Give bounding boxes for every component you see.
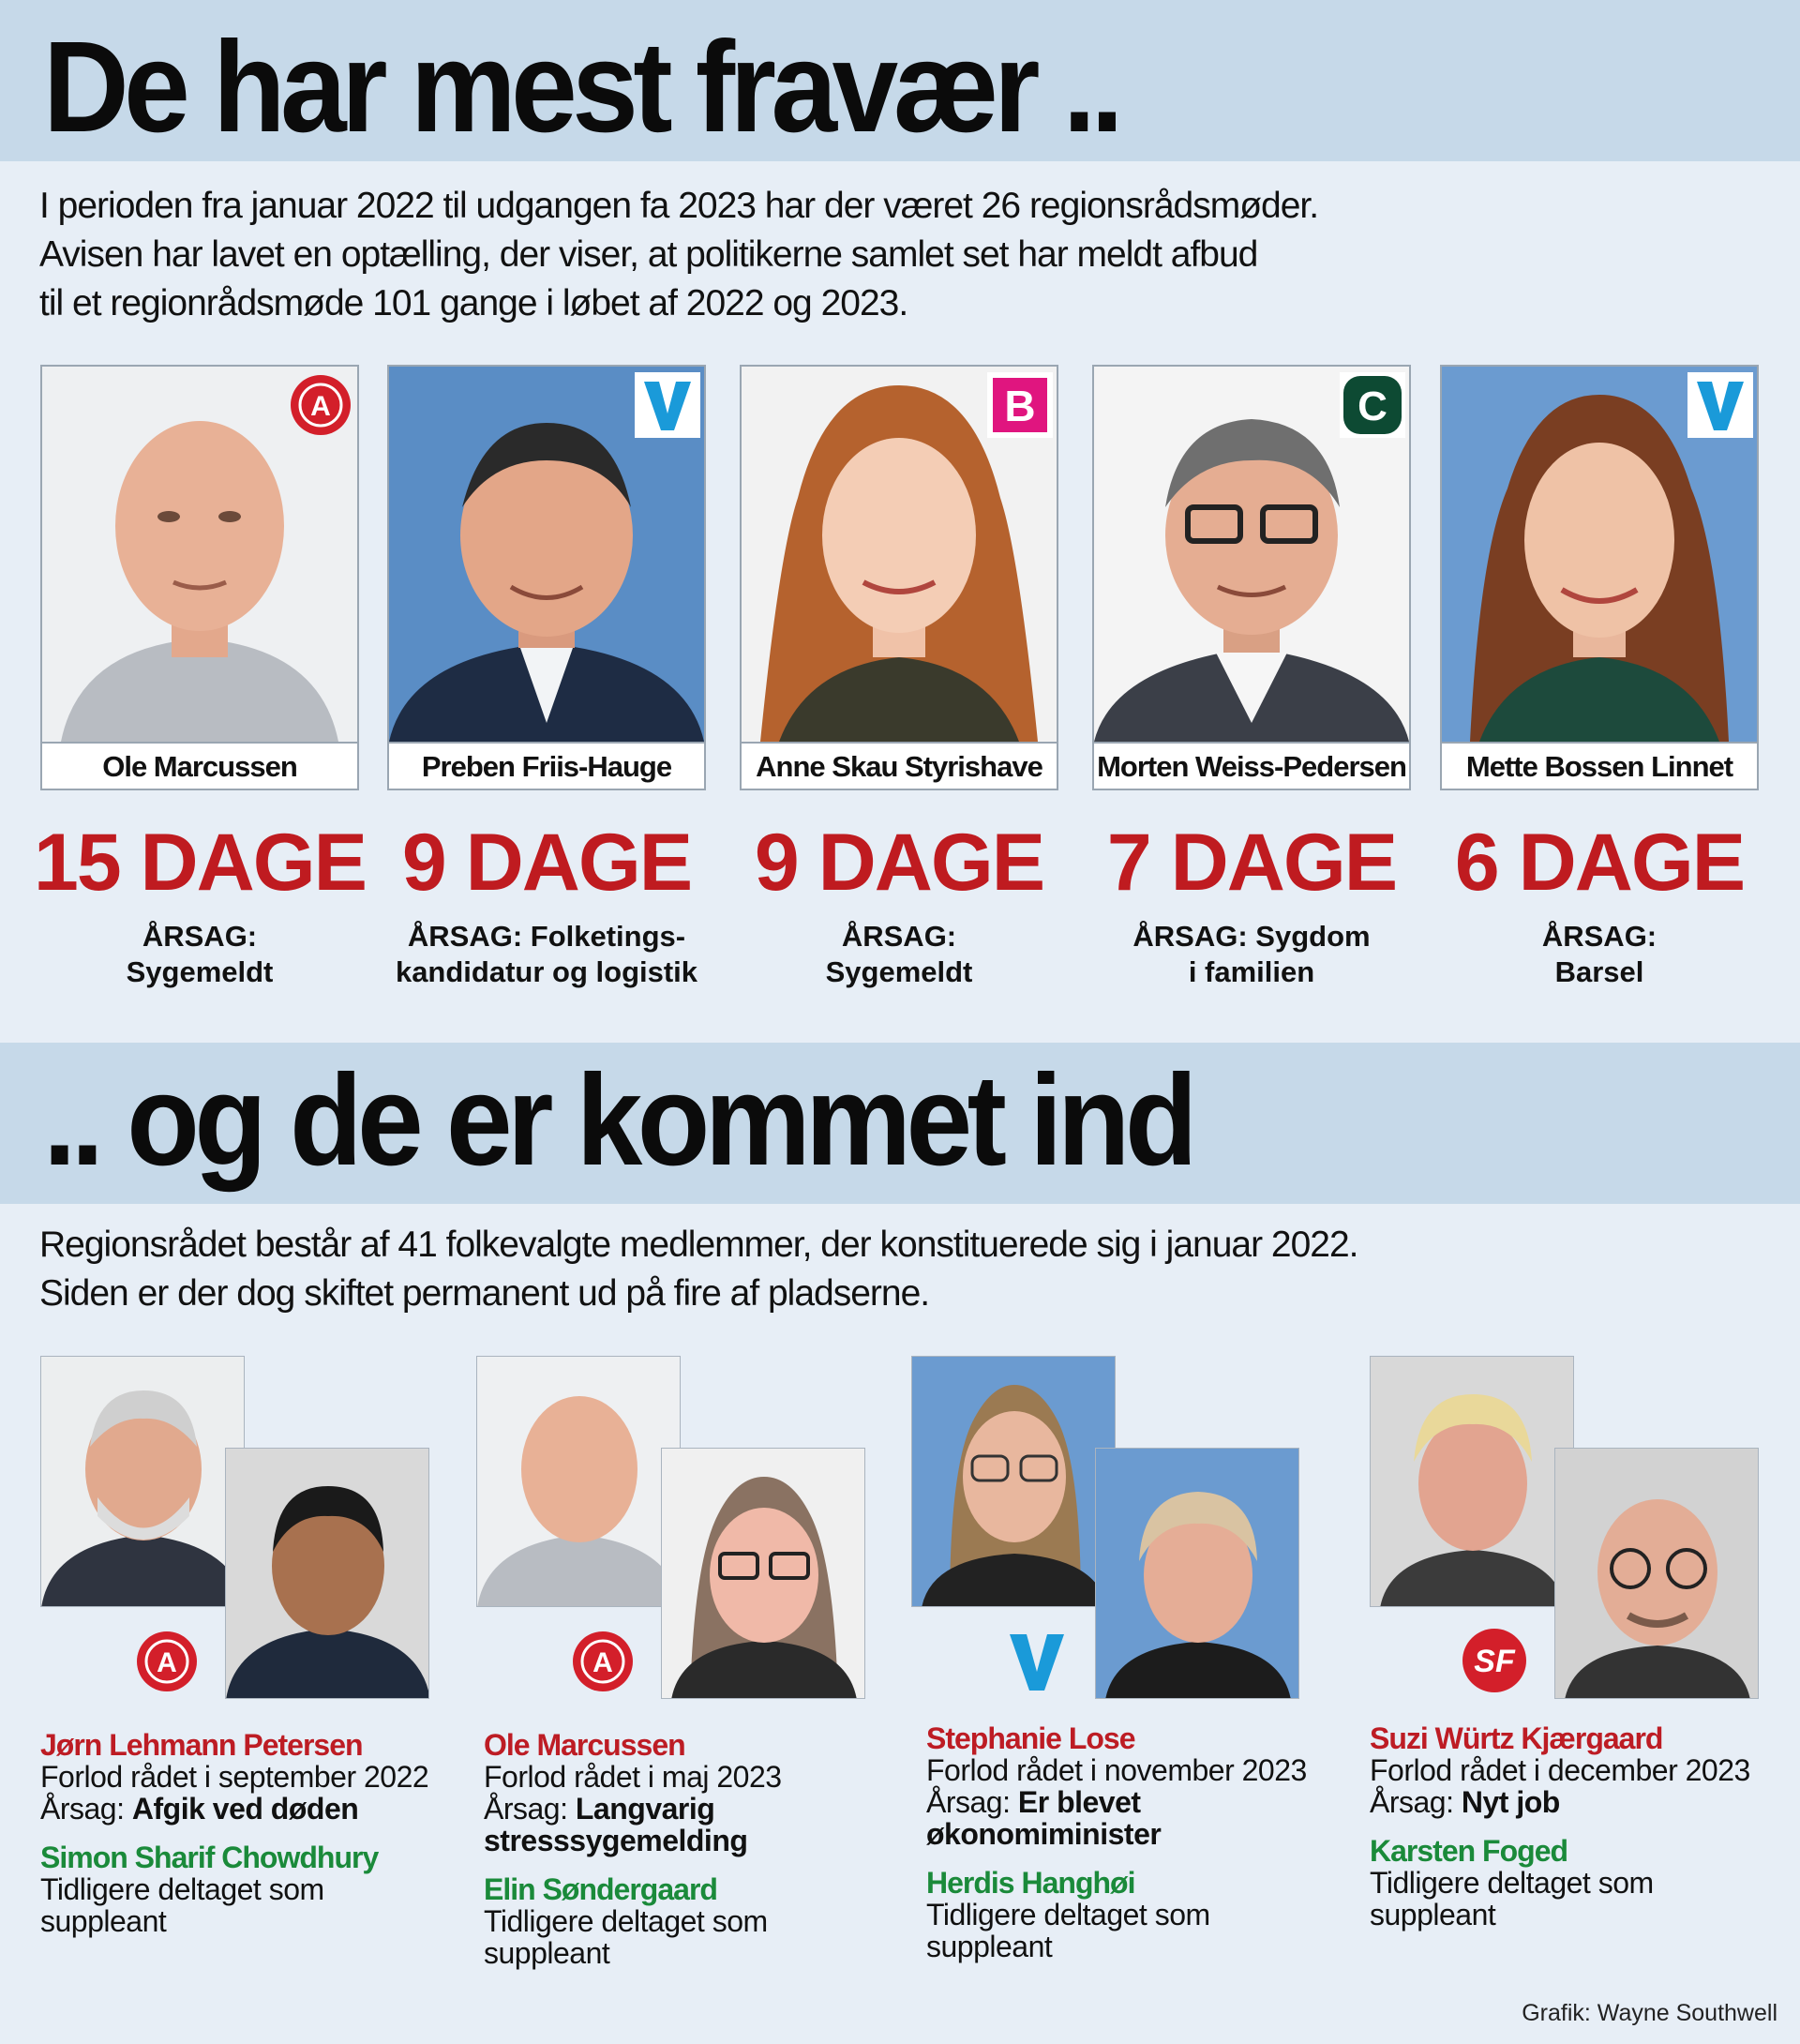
departed-member-name: Jørn Lehmann Petersen (40, 1728, 363, 1762)
replacement-text (926, 1722, 1339, 1962)
intro-line: Regionsrådet består af 41 folkevalgte medlemmer, der konstituerede sig i januar 2022. (39, 1225, 1358, 1265)
departed-member-name: Ole Marcussen (484, 1728, 685, 1762)
absence-days: 15 DAGE (33, 818, 367, 908)
politician-name: Preben Friis-Hauge (389, 742, 704, 789)
section-title: .. og de er kommet ind (43, 1048, 1192, 1193)
absent-card-5 (1440, 365, 1759, 790)
intro-line: Siden er der dog skiftet permanent ud på fire af pladserne. (39, 1273, 930, 1314)
replacement-text (484, 1729, 896, 1969)
absence-days: 6 DAGE (1454, 818, 1745, 908)
party-v-logo (1688, 370, 1753, 440)
intro-line: til et regionrådsmøde 101 gange i løbet af 2022 og 2023. (39, 283, 908, 323)
new-member-note: Tidligere deltaget som (926, 1898, 1210, 1931)
reason-line: ÅRSAG: (841, 920, 957, 953)
new-member-photo (1095, 1448, 1299, 1699)
absence-reason (721, 919, 1077, 990)
reason-line: i familien (1188, 955, 1315, 988)
politician-name: Mette Bossen Linnet (1442, 742, 1757, 789)
intro-line: I perioden fra januar 2022 til udgangen fa 2023 har der været 26 regionsrådsmøder. (39, 186, 1319, 226)
new-member-photo (1554, 1448, 1759, 1699)
party-a-logo (131, 1626, 202, 1697)
reason-label: Årsag: (484, 1792, 568, 1826)
departed-member-photo (40, 1356, 245, 1607)
svg-text:A: A (592, 1647, 613, 1678)
left-date: Forlod rådet i maj 2023 (484, 1760, 782, 1794)
graphic-credit: Grafik: Wayne Southwell (1522, 2000, 1778, 2026)
party-v-logo (635, 370, 700, 440)
reason-line: ÅRSAG: Sygdom (1132, 920, 1371, 953)
reason-value: Afgik ved døden (131, 1792, 359, 1826)
left-reason (484, 1793, 896, 1825)
absence-reason (1421, 919, 1778, 990)
absent-card-4 (1092, 365, 1411, 790)
new-member-name: Elin Søndergaard (484, 1872, 717, 1906)
left-reason (1370, 1786, 1782, 1818)
reason-value: Nyt job (1461, 1785, 1560, 1819)
replacement-text (40, 1729, 453, 1937)
party-c-logo (1340, 370, 1405, 440)
svg-text:A: A (310, 391, 331, 422)
party-v-logo (1001, 1626, 1072, 1697)
absence-reason (368, 919, 725, 990)
reason-line: Sygemeldt (825, 955, 973, 988)
reason-value: Er blevet (1017, 1785, 1141, 1819)
reason-line: kandidatur og logistik (395, 955, 698, 988)
svg-text:B: B (1004, 382, 1036, 430)
reason-line: Barsel (1554, 955, 1644, 988)
svg-text:SF: SF (1474, 1644, 1515, 1679)
new-member-note: Tidligere deltaget som (1370, 1866, 1654, 1900)
absent-card-3 (740, 365, 1058, 790)
reason-label: Årsag: (926, 1785, 1011, 1819)
politician-name: Anne Skau Styrishave (742, 742, 1057, 789)
reason-value: økonomiminister (926, 1817, 1162, 1851)
replacement-text (1370, 1722, 1782, 1931)
svg-text:C: C (1358, 383, 1388, 429)
absence-days: 9 DAGE (754, 818, 1044, 908)
new-member-note: suppleant (484, 1936, 610, 1970)
politician-name: Ole Marcussen (42, 742, 357, 789)
departed-member-name: Stephanie Lose (926, 1721, 1135, 1755)
new-member-note: suppleant (926, 1930, 1053, 1963)
absence-reason (1073, 919, 1430, 990)
reason-label: Årsag: (1370, 1785, 1454, 1819)
politician-name: Morten Weiss-Pedersen (1094, 742, 1409, 789)
party-a-logo (567, 1626, 638, 1697)
new-member-name: Herdis Hanghøi (926, 1866, 1135, 1900)
absence-days: 7 DAGE (1106, 818, 1397, 908)
absence-days: 9 DAGE (401, 818, 692, 908)
reason-label: Årsag: (40, 1792, 125, 1826)
left-date: Forlod rådet i november 2023 (926, 1753, 1307, 1787)
intro-text-top (39, 182, 1318, 328)
absent-card-2 (387, 365, 706, 790)
left-reason (926, 1786, 1339, 1818)
departed-member-photo (911, 1356, 1116, 1607)
new-member-photo (661, 1448, 865, 1699)
absence-reason (22, 919, 378, 990)
new-member-note: Tidligere deltaget som (40, 1872, 324, 1906)
departed-member-name: Suzi Würtz Kjærgaard (1370, 1721, 1663, 1755)
intro-text-bottom (39, 1221, 1358, 1318)
departed-member-photo (476, 1356, 681, 1607)
reason-line: ÅRSAG: (1541, 920, 1658, 953)
svg-text:A: A (157, 1647, 177, 1678)
new-member-note: suppleant (1370, 1898, 1496, 1931)
party-b-logo (987, 370, 1053, 440)
new-member-name: Simon Sharif Chowdhury (40, 1841, 379, 1874)
reason-value: stresssygemelding (484, 1824, 748, 1857)
intro-line: Avisen har lavet en optælling, der viser, at politikerne samlet set har meldt afbud (39, 234, 1258, 275)
party-sf-logo (1459, 1625, 1530, 1696)
new-member-name: Karsten Foged (1370, 1834, 1568, 1868)
departed-member-photo (1370, 1356, 1574, 1607)
new-member-photo (225, 1448, 429, 1699)
reason-line: ÅRSAG: Folketings- (407, 920, 686, 953)
reason-value: Langvarig (575, 1792, 715, 1826)
party-a-logo (288, 370, 353, 440)
reason-line: Sygemeldt (126, 955, 274, 988)
new-member-note: Tidligere deltaget som (484, 1904, 768, 1938)
page-title: De har mest fravær .. (43, 15, 1119, 159)
reason-line: ÅRSAG: (142, 920, 258, 953)
left-date: Forlod rådet i december 2023 (1370, 1753, 1750, 1787)
left-date: Forlod rådet i september 2022 (40, 1760, 429, 1794)
new-member-note: suppleant (40, 1904, 167, 1938)
left-reason (40, 1793, 453, 1825)
absent-card-1 (40, 365, 359, 790)
